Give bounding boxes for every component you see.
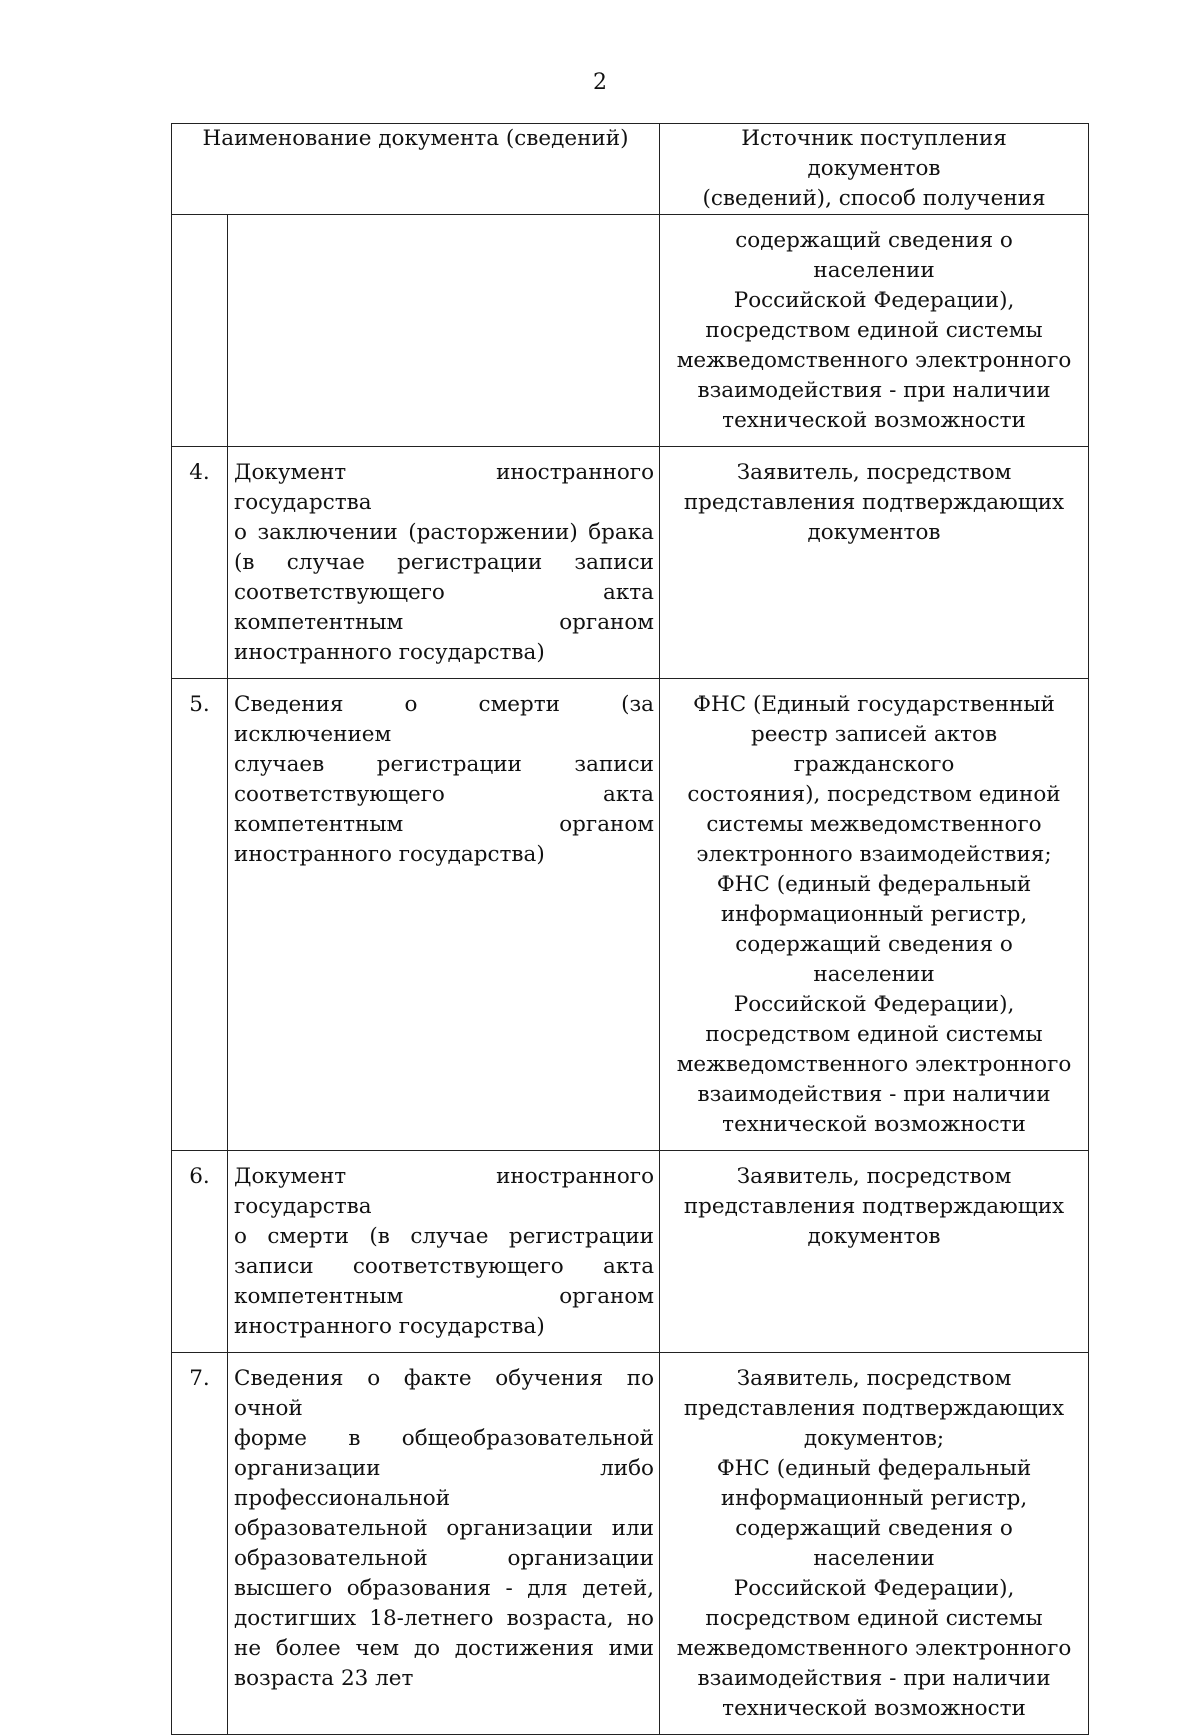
source-line: ФНС (единый федеральный <box>716 872 1032 897</box>
header-source-line: Источник поступления документов <box>741 126 1007 181</box>
table-row-continuation <box>172 215 1089 447</box>
source-line: Российской Федерации), <box>733 288 1015 313</box>
header-document-name: Наименование документа (сведений) <box>172 124 660 215</box>
name-line: компетентным органом <box>234 812 655 837</box>
source-line: представления подтверждающих <box>683 490 1065 515</box>
name-line: организации либо профессиональной <box>234 1456 655 1511</box>
name-line: соответствующего акта <box>234 782 655 807</box>
source-line: Заявитель, посредством <box>736 1164 1012 1189</box>
source-line: Заявитель, посредством <box>736 1366 1012 1391</box>
row-document-name <box>228 447 660 679</box>
row-number: 7. <box>172 1353 228 1735</box>
name-line: возраста 23 лет <box>234 1666 414 1691</box>
name-line: о смерти (в случае регистрации <box>234 1224 655 1249</box>
source-line: межведомственного электронного <box>676 348 1072 373</box>
source-line: состояния), посредством единой <box>687 782 1061 807</box>
table-row <box>172 447 1089 679</box>
source-line: технической возможности <box>722 408 1026 433</box>
source-line: системы межведомственного <box>706 812 1042 837</box>
name-line: компетентным органом <box>234 610 655 635</box>
name-line: образовательной организации <box>234 1546 655 1571</box>
name-line: образовательной организации или <box>234 1516 655 1541</box>
source-line: содержащий сведения о населении <box>735 1516 1013 1571</box>
source-line: представления подтверждающих <box>683 1396 1065 1421</box>
row-document-name <box>228 1353 660 1735</box>
name-line: высшего образования - для детей, <box>234 1576 655 1601</box>
source-line: Российской Федерации), <box>733 1576 1015 1601</box>
source-line: электронного взаимодействия; <box>696 842 1052 867</box>
row-source <box>660 447 1089 679</box>
name-line: (в случае регистрации записи <box>234 550 655 575</box>
table-row <box>172 679 1089 1151</box>
header-source-line: (сведений), способ получения <box>702 186 1046 211</box>
row-source <box>660 1151 1089 1353</box>
row-source <box>660 679 1089 1151</box>
source-line: реестр записей актов гражданского <box>750 722 998 777</box>
name-line: иностранного государства) <box>234 842 545 867</box>
row-number: 4. <box>172 447 228 679</box>
source-line: документов <box>807 1224 941 1249</box>
table-header-row <box>172 124 1089 215</box>
name-line: о заключении (расторжении) брака <box>234 520 655 545</box>
name-line: Документ иностранного государства <box>234 460 655 515</box>
source-line: информационный регистр, <box>720 902 1028 927</box>
header-source <box>660 124 1089 215</box>
name-line: записи соответствующего акта <box>234 1254 655 1279</box>
source-line: посредством единой системы <box>705 1022 1043 1047</box>
page-number: 2 <box>593 70 607 95</box>
source-line: информационный регистр, <box>720 1486 1028 1511</box>
row-name-empty <box>228 215 660 447</box>
source-line: межведомственного электронного <box>676 1052 1072 1077</box>
source-line: технической возможности <box>722 1112 1026 1137</box>
source-line: содержащий сведения о населении <box>735 228 1013 283</box>
source-line: ФНС (Единый государственный <box>693 692 1055 717</box>
source-line: представления подтверждающих <box>683 1194 1065 1219</box>
source-line: технической возможности <box>722 1696 1026 1721</box>
name-line: Сведения о факте обучения по очной <box>234 1366 655 1421</box>
row-document-name <box>228 679 660 1151</box>
table-row <box>172 1151 1089 1353</box>
row-source <box>660 215 1089 447</box>
name-line: достигших 18-летнего возраста, но <box>234 1606 655 1631</box>
source-line: посредством единой системы <box>705 1606 1043 1631</box>
source-line: посредством единой системы <box>705 318 1043 343</box>
source-line: документов <box>807 520 941 545</box>
name-line: случаев регистрации записи <box>234 752 655 777</box>
name-line: соответствующего акта <box>234 580 655 605</box>
name-line: Документ иностранного государства <box>234 1164 655 1219</box>
source-line: взаимодействия - при наличии <box>697 1666 1051 1691</box>
table-row <box>172 1353 1089 1735</box>
row-number-empty <box>172 215 228 447</box>
row-source <box>660 1353 1089 1735</box>
row-number: 5. <box>172 679 228 1151</box>
name-line: компетентным органом <box>234 1284 655 1309</box>
source-line: взаимодействия - при наличии <box>697 378 1051 403</box>
row-document-name <box>228 1151 660 1353</box>
name-line: иностранного государства) <box>234 1314 545 1339</box>
row-number: 6. <box>172 1151 228 1353</box>
name-line: иностранного государства) <box>234 640 545 665</box>
source-line: межведомственного электронного <box>676 1636 1072 1661</box>
source-line: Российской Федерации), <box>733 992 1015 1017</box>
source-line: ФНС (единый федеральный <box>716 1456 1032 1481</box>
source-line: Заявитель, посредством <box>736 460 1012 485</box>
source-line: документов; <box>803 1426 945 1451</box>
source-line: содержащий сведения о населении <box>735 932 1013 987</box>
documents-table <box>171 123 1089 1735</box>
source-line: взаимодействия - при наличии <box>697 1082 1051 1107</box>
name-line: форме в общеобразовательной <box>234 1426 655 1451</box>
name-line: не более чем до достижения ими <box>234 1636 655 1661</box>
name-line: Сведения о смерти (за исключением <box>234 692 655 747</box>
